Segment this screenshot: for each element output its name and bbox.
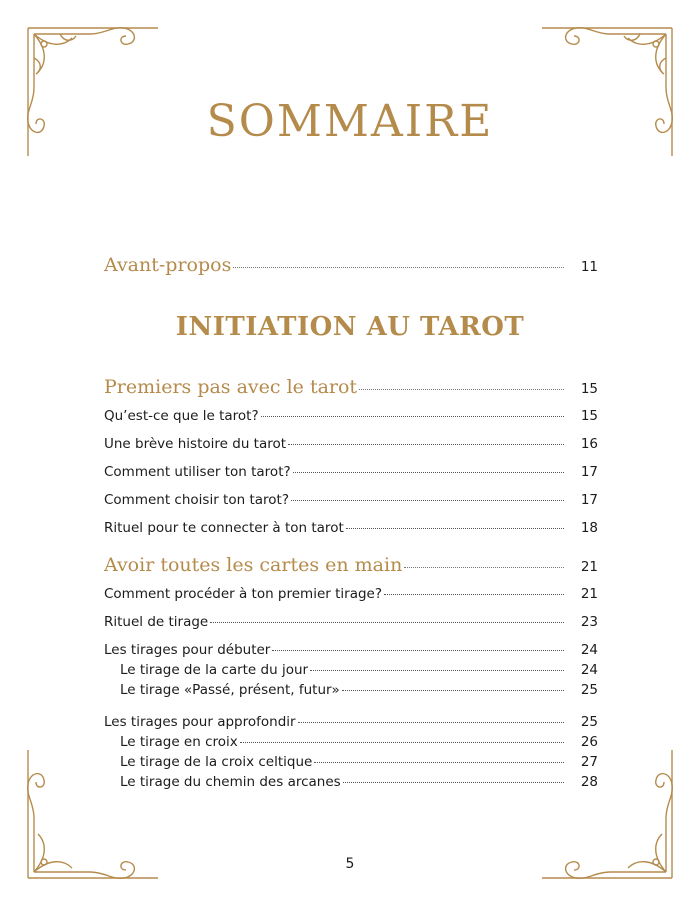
- toc-entry-page: 23: [580, 614, 598, 630]
- toc-leader: [314, 762, 564, 763]
- toc-entry-page: 24: [580, 662, 598, 678]
- toc-chapter-heading[interactable]: [104, 376, 598, 402]
- toc-entry[interactable]: [104, 464, 598, 486]
- toc-chapter-1: [104, 376, 598, 542]
- toc-chapter-2: [104, 554, 598, 794]
- toc-entry-label: Les tirages pour approfondir: [104, 714, 296, 730]
- toc-entry[interactable]: [104, 614, 598, 636]
- toc-entry[interactable]: [104, 714, 598, 734]
- toc-entry[interactable]: [104, 408, 598, 430]
- toc-entry-page: 11: [580, 259, 598, 275]
- toc-subentry[interactable]: [104, 774, 598, 794]
- toc-entry-label: Comment procéder à ton premier tirage?: [104, 586, 383, 602]
- section-title: INITIATION AU TAROT: [175, 312, 525, 342]
- toc-entry-label: Qu’est-ce que le tarot?: [104, 408, 259, 424]
- page-title: SOMMAIRE: [206, 96, 494, 147]
- toc-leader: [343, 782, 564, 783]
- toc-entry[interactable]: [104, 642, 598, 662]
- toc-entry-page: 25: [580, 714, 598, 730]
- toc-entry-page: 17: [580, 492, 598, 508]
- toc-entry-page: 17: [580, 464, 598, 480]
- toc-leader: [240, 742, 564, 743]
- toc-entry-label: Premiers pas avec le tarot: [104, 376, 358, 398]
- toc-leader: [233, 267, 564, 268]
- toc-leader: [210, 622, 564, 623]
- toc-entry-label: Les tirages pour débuter: [104, 642, 271, 658]
- toc-chapter-heading[interactable]: [104, 554, 598, 580]
- toc-entry-page: 15: [580, 381, 598, 397]
- toc-entry-label: Comment utiliser ton tarot?: [104, 464, 291, 480]
- toc-entry-page: 27: [580, 754, 598, 770]
- toc-entry[interactable]: [104, 254, 598, 276]
- toc-leader: [342, 690, 564, 691]
- toc-leader: [291, 500, 564, 501]
- toc-leader: [384, 594, 564, 595]
- toc-entry-page: 28: [580, 774, 598, 790]
- toc-entry-label: Le tirage de la carte du jour: [120, 662, 309, 678]
- toc-subentry[interactable]: [104, 754, 598, 774]
- toc-entry-label: Le tirage en croix: [120, 734, 238, 750]
- toc-leader: [272, 650, 564, 651]
- toc-subentry[interactable]: [104, 734, 598, 754]
- toc-entry-label: Rituel de tirage: [104, 614, 209, 630]
- toc-entry[interactable]: [104, 586, 598, 608]
- page-number: 5: [345, 856, 355, 872]
- toc-entry[interactable]: [104, 436, 598, 458]
- toc-entry-page: 15: [580, 408, 598, 424]
- toc-intro: [104, 254, 598, 276]
- toc-leader: [404, 567, 564, 568]
- toc-entry-page: 26: [580, 734, 598, 750]
- toc-subentry[interactable]: [104, 662, 598, 682]
- toc-entry-label: Comment choisir ton tarot?: [104, 492, 289, 508]
- toc-entry-label: Le tirage de la croix celtique: [120, 754, 313, 770]
- toc-entry-page: 21: [580, 559, 598, 575]
- toc-entry[interactable]: [104, 492, 598, 514]
- toc-entry-label: Le tirage «Passé, présent, futur»: [120, 682, 340, 698]
- toc-entry-label: Rituel pour te connecter à ton tarot: [104, 520, 344, 536]
- toc-subentry[interactable]: [104, 682, 598, 702]
- toc-entry-label: Avant-propos: [104, 254, 232, 276]
- toc-entry[interactable]: [104, 520, 598, 542]
- toc-entry-page: 21: [580, 586, 598, 602]
- toc-entry-label: Une brève histoire du tarot: [104, 436, 287, 452]
- toc-entry-page: 25: [580, 682, 598, 698]
- toc-leader: [261, 416, 564, 417]
- toc-leader: [288, 444, 564, 445]
- toc-entry-page: 18: [580, 520, 598, 536]
- toc-leader: [359, 389, 564, 390]
- toc-leader: [298, 722, 564, 723]
- toc-entry-page: 16: [580, 436, 598, 452]
- toc-entry-label: Avoir toutes les cartes en main: [104, 554, 403, 576]
- toc-leader: [346, 528, 564, 529]
- toc-entry-page: 24: [580, 642, 598, 658]
- toc-entry-label: Le tirage du chemin des arcanes: [120, 774, 341, 790]
- toc-leader: [293, 472, 564, 473]
- toc-leader: [310, 670, 564, 671]
